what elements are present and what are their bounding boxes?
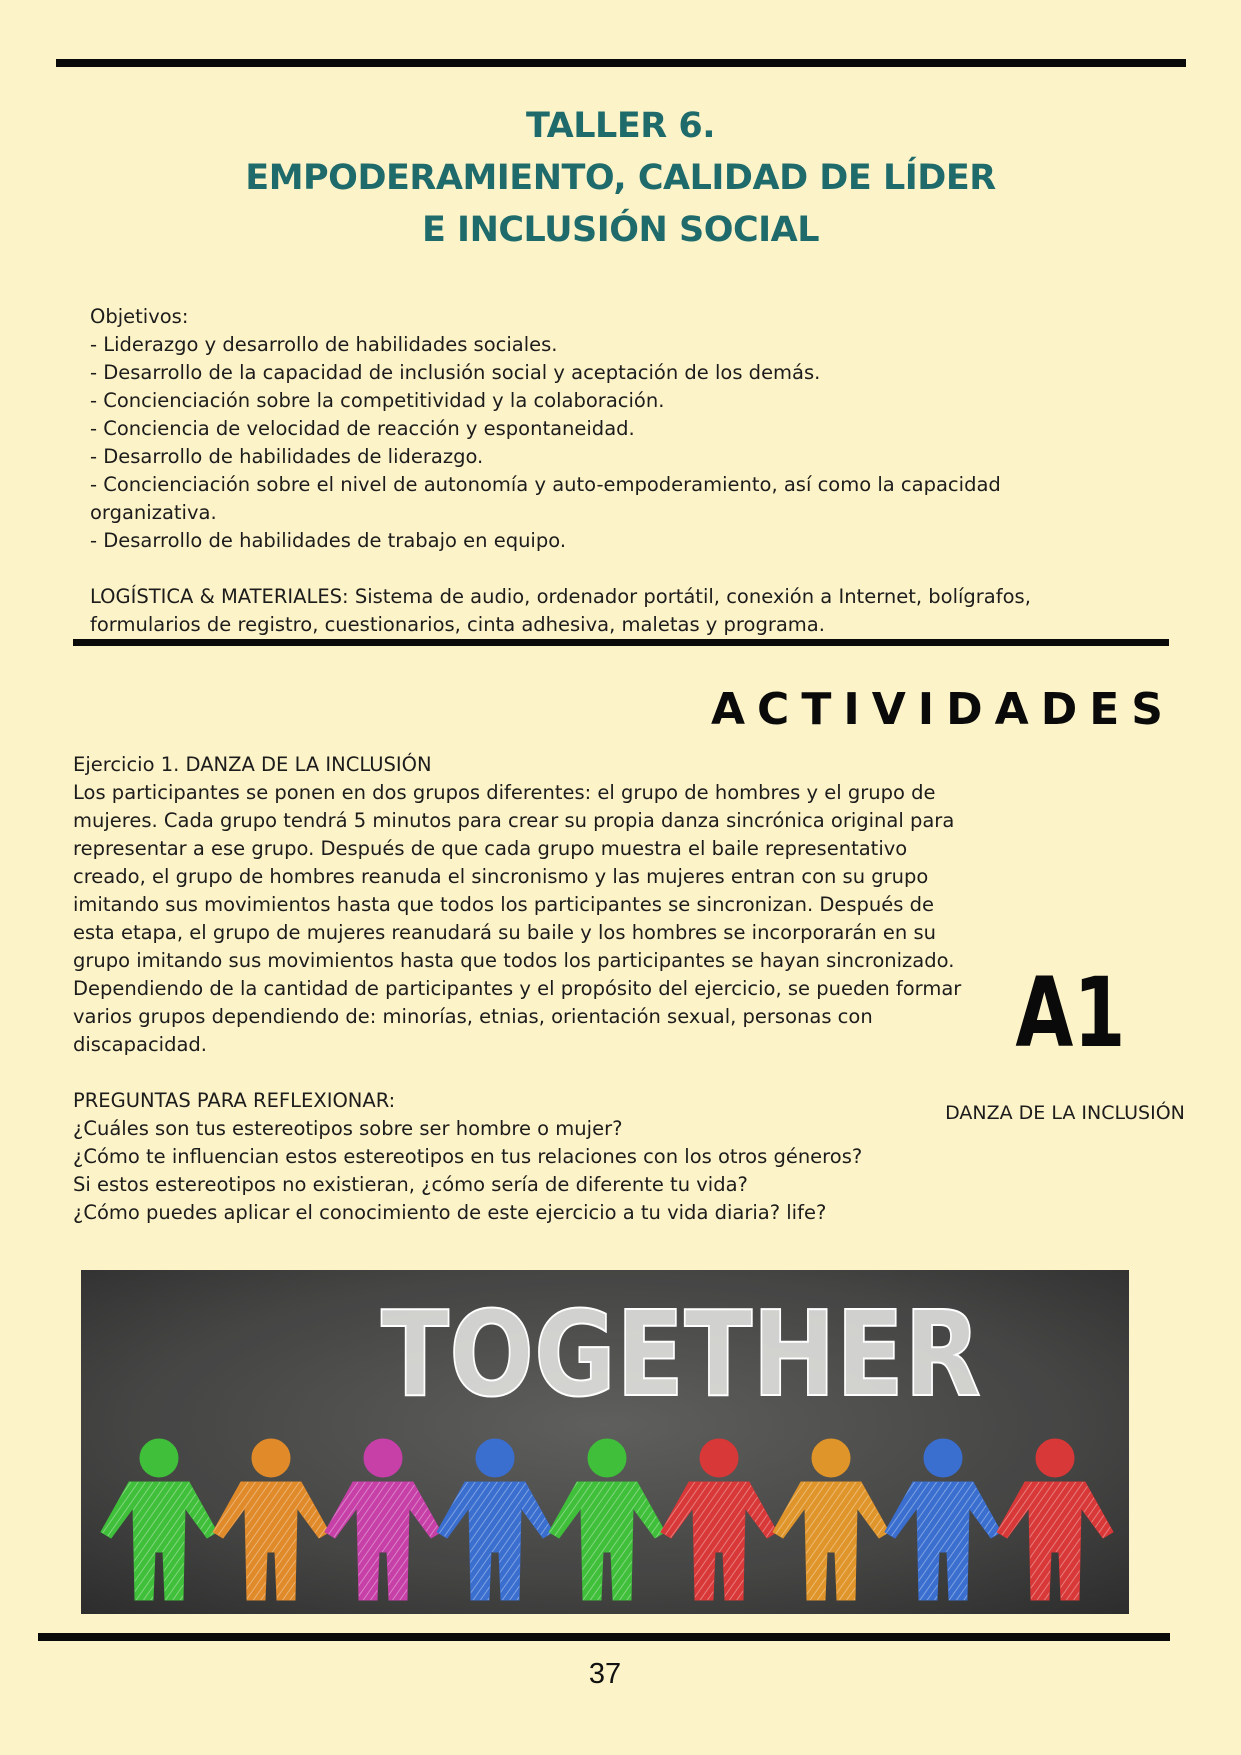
objective-item: - Concienciación sobre el nivel de autonomía y auto-empoderamiento, así como la capacidad: [90, 473, 1001, 496]
together-chalkboard-image: [81, 1270, 1129, 1614]
objectives-block: [90, 303, 1180, 639]
page-title: [0, 100, 1241, 256]
exercise-line: discapacidad.: [73, 1033, 207, 1056]
exercise-line: varios grupos dependiendo de: minorías, etnias, orientación sexual, personas con: [73, 1005, 873, 1028]
exercise-line: grupo imitando sus movimientos hasta que todos los participantes se hayan sincronizado.: [73, 949, 955, 972]
exercise-line: esta etapa, el grupo de mujeres reanudará su baile y los hombres se incorporarán en su: [73, 921, 936, 944]
bottom-rule: [38, 1633, 1170, 1641]
exercise-line: representar a ese grupo. Después de que cada grupo muestra el baile representativo: [73, 837, 908, 860]
question-item: ¿Cómo te influencian estos estereotipos en tus relaciones con los otros géneros?: [73, 1145, 863, 1168]
exercise-block: [73, 751, 1013, 1227]
activity-code: A1: [1015, 957, 1126, 1069]
title-line-2: EMPODERAMIENTO, CALIDAD DE LÍDER: [245, 158, 996, 198]
objective-item: - Concienciación sobre la competitividad y la colaboración.: [90, 389, 665, 412]
top-rule: [56, 59, 1186, 67]
exercise-title: Ejercicio 1. DANZA DE LA INCLUSIÓN: [73, 753, 432, 776]
exercise-line: Dependiendo de la cantidad de participantes y el propósito del ejercicio, se pueden formar: [73, 977, 962, 1000]
objectives-heading: Objetivos:: [90, 305, 189, 328]
section-rule: [73, 639, 1169, 646]
page-number: 37: [588, 1658, 622, 1690]
activities-heading: ACTIVIDADES: [711, 684, 1175, 735]
question-item: ¿Cómo puedes aplicar el conocimiento de este ejercicio a tu vida diaria? life?: [73, 1201, 827, 1224]
title-line-1: TALLER 6.: [525, 106, 716, 146]
objective-item: - Desarrollo de la capacidad de inclusión social y aceptación de los demás.: [90, 361, 821, 384]
question-item: ¿Cuáles son tus estereotipos sobre ser hombre o mujer?: [73, 1117, 623, 1140]
exercise-line: creado, el grupo de hombres reanuda el sincronismo y las mujeres entran con su grupo: [73, 865, 929, 888]
together-word: TOGETHER: [381, 1285, 981, 1423]
objective-item: - Liderazgo y desarrollo de habilidades sociales.: [90, 333, 558, 356]
exercise-line: imitando sus movimientos hasta que todos los participantes se sincronizan. Después de: [73, 893, 935, 916]
logistics-line: formularios de registro, cuestionarios, cinta adhesiva, maletas y programa.: [90, 613, 825, 636]
objective-item: organizativa.: [90, 501, 217, 524]
activity-code-label: DANZA DE LA INCLUSIÓN: [945, 1102, 1185, 1124]
exercise-line: Los participantes se ponen en dos grupos diferentes: el grupo de hombres y el grupo de: [73, 781, 936, 804]
question-item: Si estos estereotipos no existieran, ¿cómo sería de diferente tu vida?: [73, 1173, 748, 1196]
title-line-3: E INCLUSIÓN SOCIAL: [421, 210, 820, 250]
questions-heading: PREGUNTAS PARA REFLEXIONAR:: [73, 1089, 396, 1112]
objective-item: - Desarrollo de habilidades de trabajo en equipo.: [90, 529, 567, 552]
objective-item: - Desarrollo de habilidades de liderazgo.: [90, 445, 484, 468]
objective-item: - Conciencia de velocidad de reacción y espontaneidad.: [90, 417, 635, 440]
logistics-line: LOGÍSTICA & MATERIALES: Sistema de audio, ordenador portátil, conexión a Internet, bolígrafos,: [90, 585, 1031, 608]
exercise-line: mujeres. Cada grupo tendrá 5 minutos para crear su propia danza sincrónica original para: [73, 809, 955, 832]
